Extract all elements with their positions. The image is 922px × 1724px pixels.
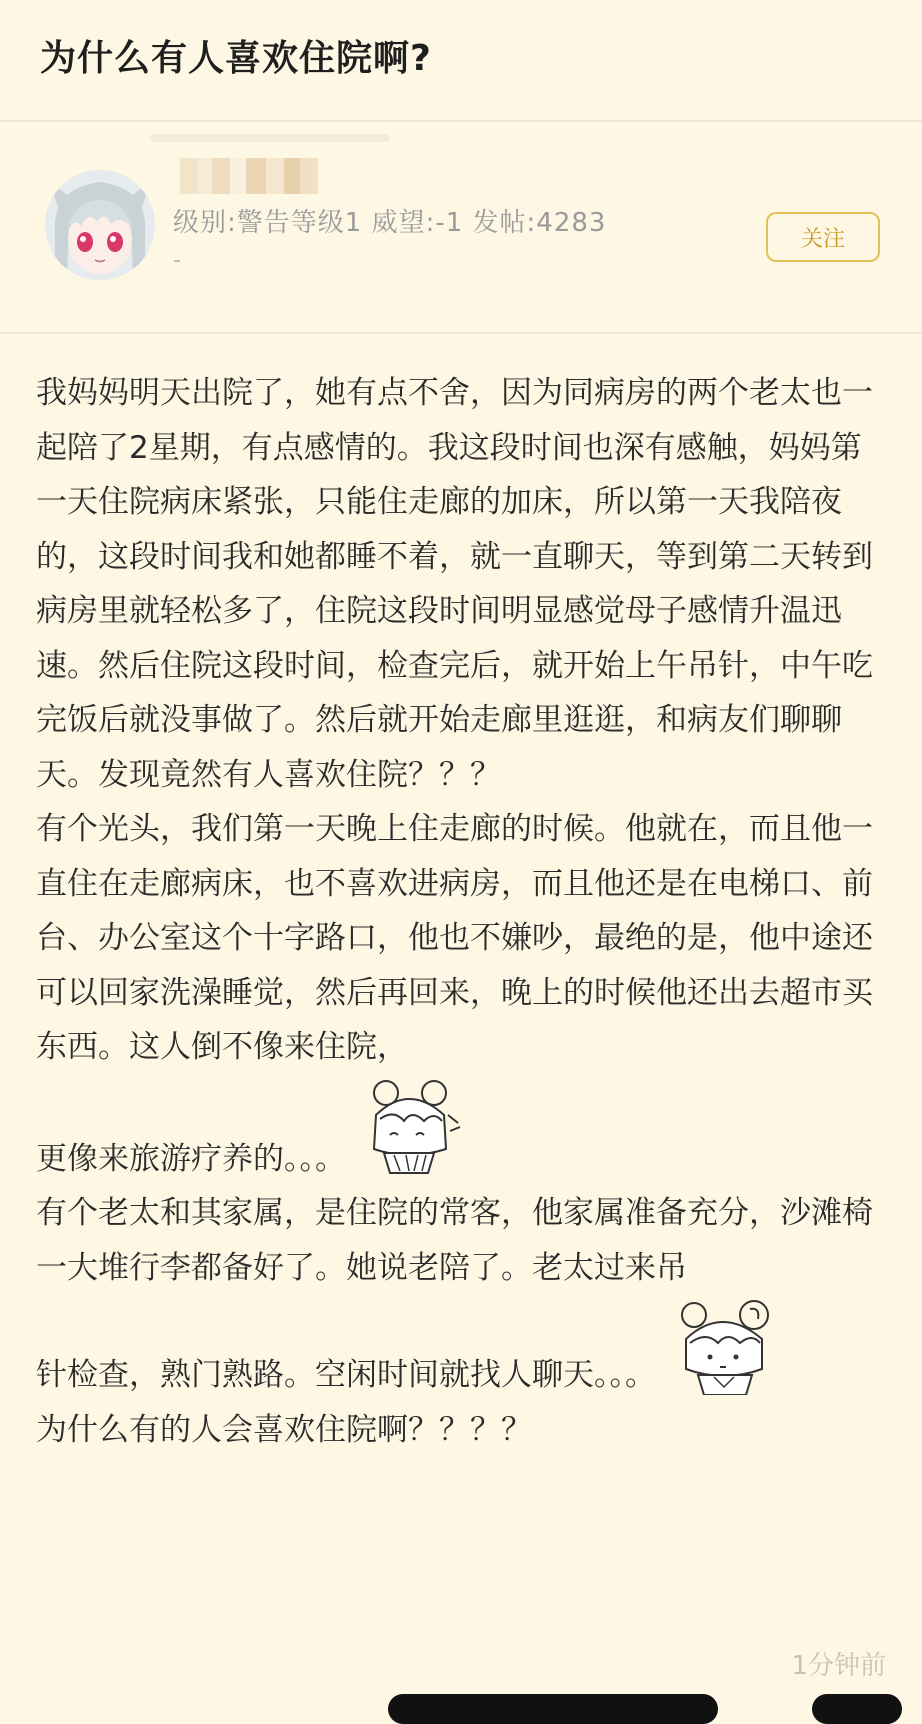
follow-button[interactable]: 关注 — [766, 212, 880, 262]
bottom-action-button[interactable] — [812, 1694, 902, 1724]
post-paragraph — [36, 802, 892, 1186]
post-text: 针检查，熟门熟路。空闲时间就找人聊天。。。 — [36, 1357, 656, 1393]
post-text: 有个光头，我们第一天晚上住走廊的时候。他就在，而且他一直住在走廊病床，也不喜欢进病房，而且他还是在电梯口、前台、办公室这个十字路口，他也不嫌吵，最绝的是，他中途还可以回家洗澡睡觉，然后再回来，晚上的时候他还出去超市买东西。这人倒不像来住院， — [36, 811, 873, 1065]
author-card — [0, 122, 922, 334]
post-text: 有个老太和其家属，是住院的常客，他家属准备充分，沙滩椅一大堆行李都备好了。她说老陪了。老太过来吊 — [36, 1195, 873, 1286]
post-text: 更像来旅游疗养的。。。 — [36, 1140, 346, 1177]
sticker-image — [354, 1075, 464, 1193]
username-redacted — [180, 158, 328, 194]
sticker-image — [670, 1295, 780, 1413]
author-signature: - — [173, 248, 181, 273]
avatar[interactable] — [45, 170, 155, 280]
post-paragraph: 我妈妈明天出院了，她有点不舍，因为同病房的两个老太也一起陪了2星期，有点感情的。我这段时间也深有感触，妈妈第一天住院病床紧张，只能住走廊的加床，所以第一天我陪夜的，这段时间我和她都睡不着，就一直聊天，等到第二天转到病房里就轻松多了，住院这段时间明显感觉母子感情升温迅速。然后住院这段时间，检查完后，就开始上午吊针，中午吃完饭后就没事做了。然后就开始走廊里逛逛，和病友们聊聊天。发现竟然有人喜欢住院？？？ — [36, 375, 873, 793]
bottom-action-bar[interactable] — [388, 1694, 718, 1724]
post-paragraph: 为什么有的人会喜欢住院啊？？？？ — [36, 1411, 532, 1448]
title-bar — [0, 0, 922, 122]
author-stats: 级别:警告等级1 威望:-1 发帖:4283 — [173, 208, 607, 238]
post-body — [36, 366, 892, 1457]
post-paragraph — [36, 1186, 892, 1403]
post-timestamp: 1分钟前 — [791, 1651, 886, 1681]
page-title: 为什么有人喜欢住院啊? — [40, 38, 432, 79]
